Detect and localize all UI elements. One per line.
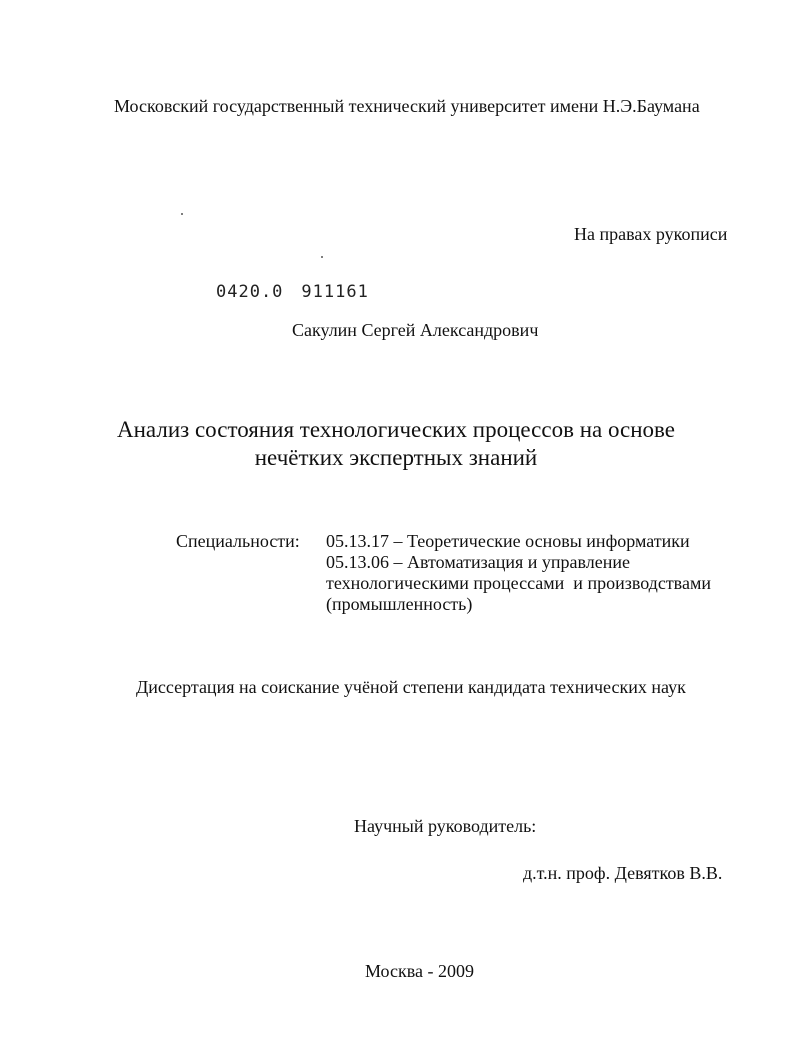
supervisor-label: Научный руководитель: xyxy=(354,816,537,836)
specialty-line: (промышленность) xyxy=(326,594,473,614)
thesis-title-line1: Анализ состояния технологических процессов на основе xyxy=(117,417,675,442)
stamp-code-left: 0420.0 xyxy=(216,282,284,302)
scan-speck xyxy=(181,213,183,215)
registration-stamp xyxy=(216,282,369,302)
author-name: Сакулин Сергей Александрович xyxy=(292,320,539,340)
specialty-line: 05.13.06 – Автоматизация и управление xyxy=(326,552,631,572)
supervisor-name: д.т.н. проф. Девятков В.В. xyxy=(523,863,723,883)
specialty-line: 05.13.17 – Теоретические основы информатики xyxy=(326,531,690,551)
thesis-title-line2: нечётких экспертных знаний xyxy=(254,445,538,470)
university-name: Московский государственный технический университет имени Н.Э.Баумана xyxy=(114,96,700,116)
manuscript-note: На правах рукописи xyxy=(574,224,728,244)
specialties-list xyxy=(326,531,711,615)
city-year: Москва - 2009 xyxy=(365,961,474,981)
dissertation-statement: Диссертация на соискание учёной степени кандидата технических наук xyxy=(136,677,686,697)
specialty-line: технологическими процессами и производствами xyxy=(326,573,711,593)
specialties-label: Специальности: xyxy=(176,531,300,551)
scan-speck xyxy=(321,256,323,258)
stamp-code-right: 911161 xyxy=(301,282,369,302)
